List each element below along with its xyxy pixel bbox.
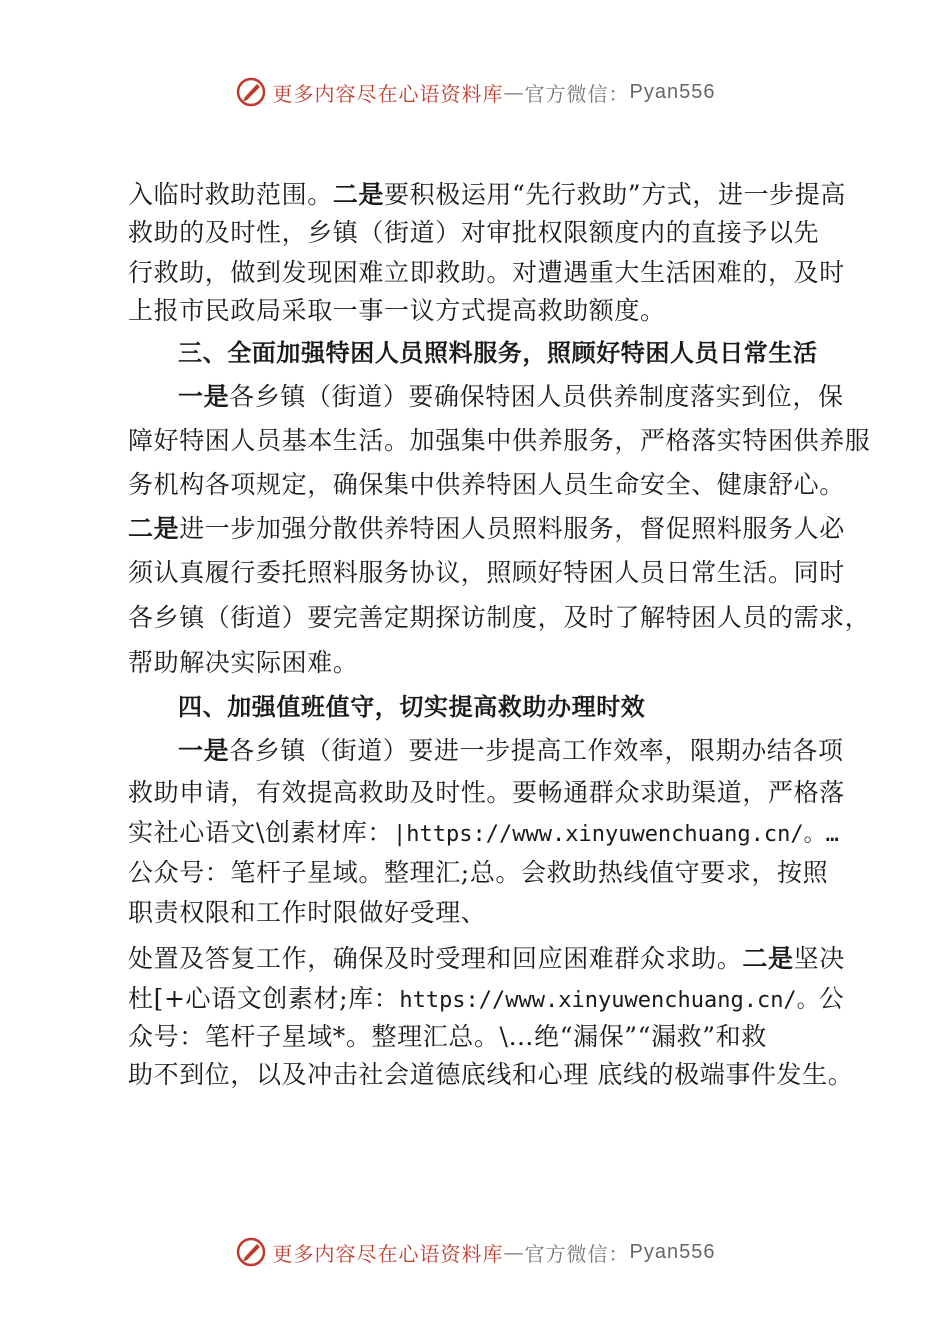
body-line-10: 各乡镇（街道）要完善定期探访制度，及时了解特困人员的需求， [128, 603, 871, 632]
body-line-7: 务机构各项规定，确保集中供养特困人员生命安全、健康舒心。 [128, 470, 845, 499]
point-marker: 二是 [742, 944, 794, 973]
body-line-18: 杜[+心语文创素材;库：https://www.xinyuwenchuang.cn/。公 [128, 984, 845, 1013]
footer-banner [0, 1232, 950, 1272]
body-line-5: 一是各乡镇（街道）要确保特困人员供养制度落实到位，保 [178, 382, 844, 411]
body-line-2: 救助的及时性，乡镇（街道）对审批权限额度内的直接予以先 [128, 218, 820, 247]
section-heading-4: 四、加强值班值守，切实提高救助办理时效 [178, 693, 646, 721]
brush-pen-logo-icon [235, 1236, 267, 1268]
body-line-16: 职责权限和工作时限做好受理、 [128, 898, 487, 927]
body-line-8: 二是进一步加强分散供养特困人员照料服务，督促照料服务人必 [128, 514, 845, 543]
body-line-4: 上报市民政局采取一事一议方式提高救助额度。 [128, 296, 666, 325]
body-line-20: 助不到位，以及冲击社会道德底线和心理 底线的极端事件发生。 [128, 1060, 854, 1089]
header-wechat-label: 官方微信： [524, 81, 630, 106]
header-wechat-id: Pyan556 [629, 80, 716, 103]
body-line-9: 须认真履行委托照料服务协议，照顾好特困人员日常生活。同时 [128, 558, 845, 587]
header-slogan: 更多内容尽在心语资料库 [272, 81, 504, 106]
point-marker: 一是 [178, 736, 230, 765]
body-line-12: 一是各乡镇（街道）要进一步提高工作效率，限期办结各项 [178, 736, 844, 765]
body-line-6: 障好特困人员基本生活。加强集中供养服务，严格落实特困供养服 [128, 426, 871, 455]
footer-separator: — [503, 1240, 525, 1264]
point-marker: 二是 [332, 180, 385, 209]
body-line-19: 众号：笔杆子星域*。整理汇总。\…绝“漏保”“漏救”和救 [128, 1022, 767, 1051]
body-line-13: 救助申请，有效提高救助及时性。要畅通群众求助渠道，严格落 [128, 778, 845, 807]
body-line-1: 入临时救助范围。二是要积极运用“先行救助”方式，进一步提高 [128, 180, 846, 209]
brush-pen-logo-icon [235, 76, 267, 108]
body-line-14: 实社心语文\创素材库：|https://www.xinyuwenchuang.cn/。… [128, 818, 839, 847]
point-marker: 二是 [128, 514, 180, 543]
footer-wechat-id: Pyan556 [629, 1240, 716, 1263]
body-line-15: 公众号：笔杆子星域。整理汇;总。会救助热线值守要求，按照 [128, 858, 829, 887]
body-line-17: 处置及答复工作，确保及时受理和回应困难群众求助。二是坚决 [128, 944, 845, 973]
point-marker: 一是 [178, 382, 230, 411]
body-line-3: 行救助，做到发现困难立即救助。对遭遇重大生活困难的，及时 [128, 258, 845, 287]
section-heading-3: 三、全面加强特困人员照料服务，照顾好特困人员日常生活 [178, 339, 818, 367]
footer-slogan: 更多内容尽在心语资料库 [272, 1241, 504, 1266]
footer-wechat-label: 官方微信： [524, 1241, 630, 1266]
header-separator: — [503, 80, 525, 104]
body-line-11: 帮助解决实际困难。 [128, 648, 359, 677]
header-banner [0, 72, 950, 112]
